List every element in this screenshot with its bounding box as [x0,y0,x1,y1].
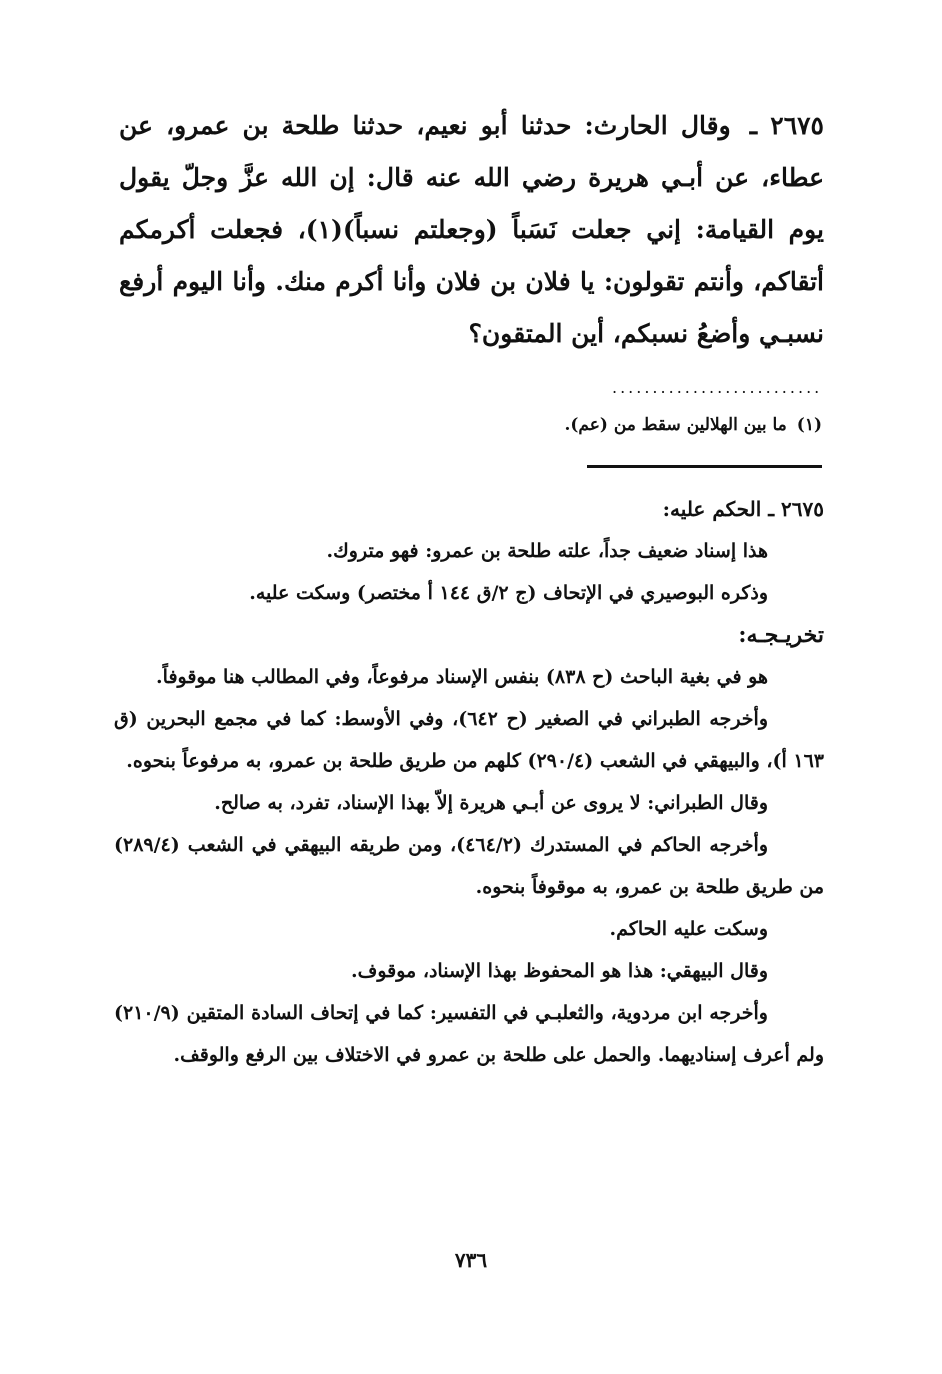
commentary-section [114,488,824,1076]
hadith-number: ٢٦٧٥ ـ [749,111,824,140]
ruling-heading: ٢٦٧٥ ـ الحكم عليه: [662,497,824,521]
footnote-dots-divider: .......................... [612,378,823,397]
ruling-paragraph: هذا إسناد ضعيف جداً، علته طلحة بن عمرو: فهو متروك. [326,540,768,562]
takhrij-heading: تخريـجـه: [738,622,824,648]
footnote-marker: (١) [796,415,822,435]
takhrij-paragraph: وأخرجه ابن مردوية، والثعلبـي في التفسير: كما في إتحاف السادة المتقين (٢١٠/٩) ولم أعرف إسناديهما. والحمل على طلحة بن عمرو في الاختلاف بين الرفع والوقف. [114,1002,824,1066]
section-separator-line [587,465,822,468]
hadith-text-block [119,100,824,360]
takhrij-paragraph: وسكت عليه الحاكم. [609,918,768,940]
takhrij-paragraph: هو في بغية الباحث (ح ٨٣٨) بنفس الإسناد مرفوعاً، وفي المطالب هنا موقوفاً. [156,666,768,688]
takhrij-paragraph: وقال البيهقي: هذا هو المحفوظ بهذا الإسناد، موقوف. [351,960,768,982]
ruling-paragraph: وذكره البوصيري في الإتحاف (ج ٢/ق ١٤٤ أ مختصر) وسكت عليه. [249,582,768,604]
footnote [122,410,822,440]
hadith-body: وقال الحارث: حدثنا أبو نعيم، حدثنا طلحة بن عمرو، عن عطاء، عن أبـي هريرة رضي الله عنه قال: إن الله عزَّ وجلّ يقول يوم القيامة: إني جعلت نَسَباً (وجعلتم نسباً)(١)، فجعلت أكرمكم أتقاكم، وأنتم تقولون: يا فلان بن فلان وأنا أكرم منك. وأنا اليوم أرفع نسبـي وأضعُ نسبكم، أين المتقون؟ [119,111,824,348]
footnote-text: ما بين الهلالين سقط من (عم). [564,415,787,435]
takhrij-paragraph: وأخرجه الطبراني في الصغير (ح ٦٤٢)، وفي الأوسط: كما في مجمع البحرين (ق ١٦٣ أ)، والبيهقي في الشعب (٢٩٠/٤) كلهم من طريق طلحة بن عمرو، به مرفوعاً بنحوه. [114,708,824,772]
takhrij-paragraph: وأخرجه الحاكم في المستدرك (٤٦٤/٢)، ومن طريقه البيهقي في الشعب (٢٨٩/٤) من طريق طلحة بن عمرو، به موقوفاً بنحوه. [114,834,824,898]
takhrij-paragraph: وقال الطبراني: لا يروى عن أبـي هريرة إلاّ بهذا الإسناد، تفرد، به صالح. [214,792,768,814]
page-number: ٧٣٦ [454,1248,488,1272]
